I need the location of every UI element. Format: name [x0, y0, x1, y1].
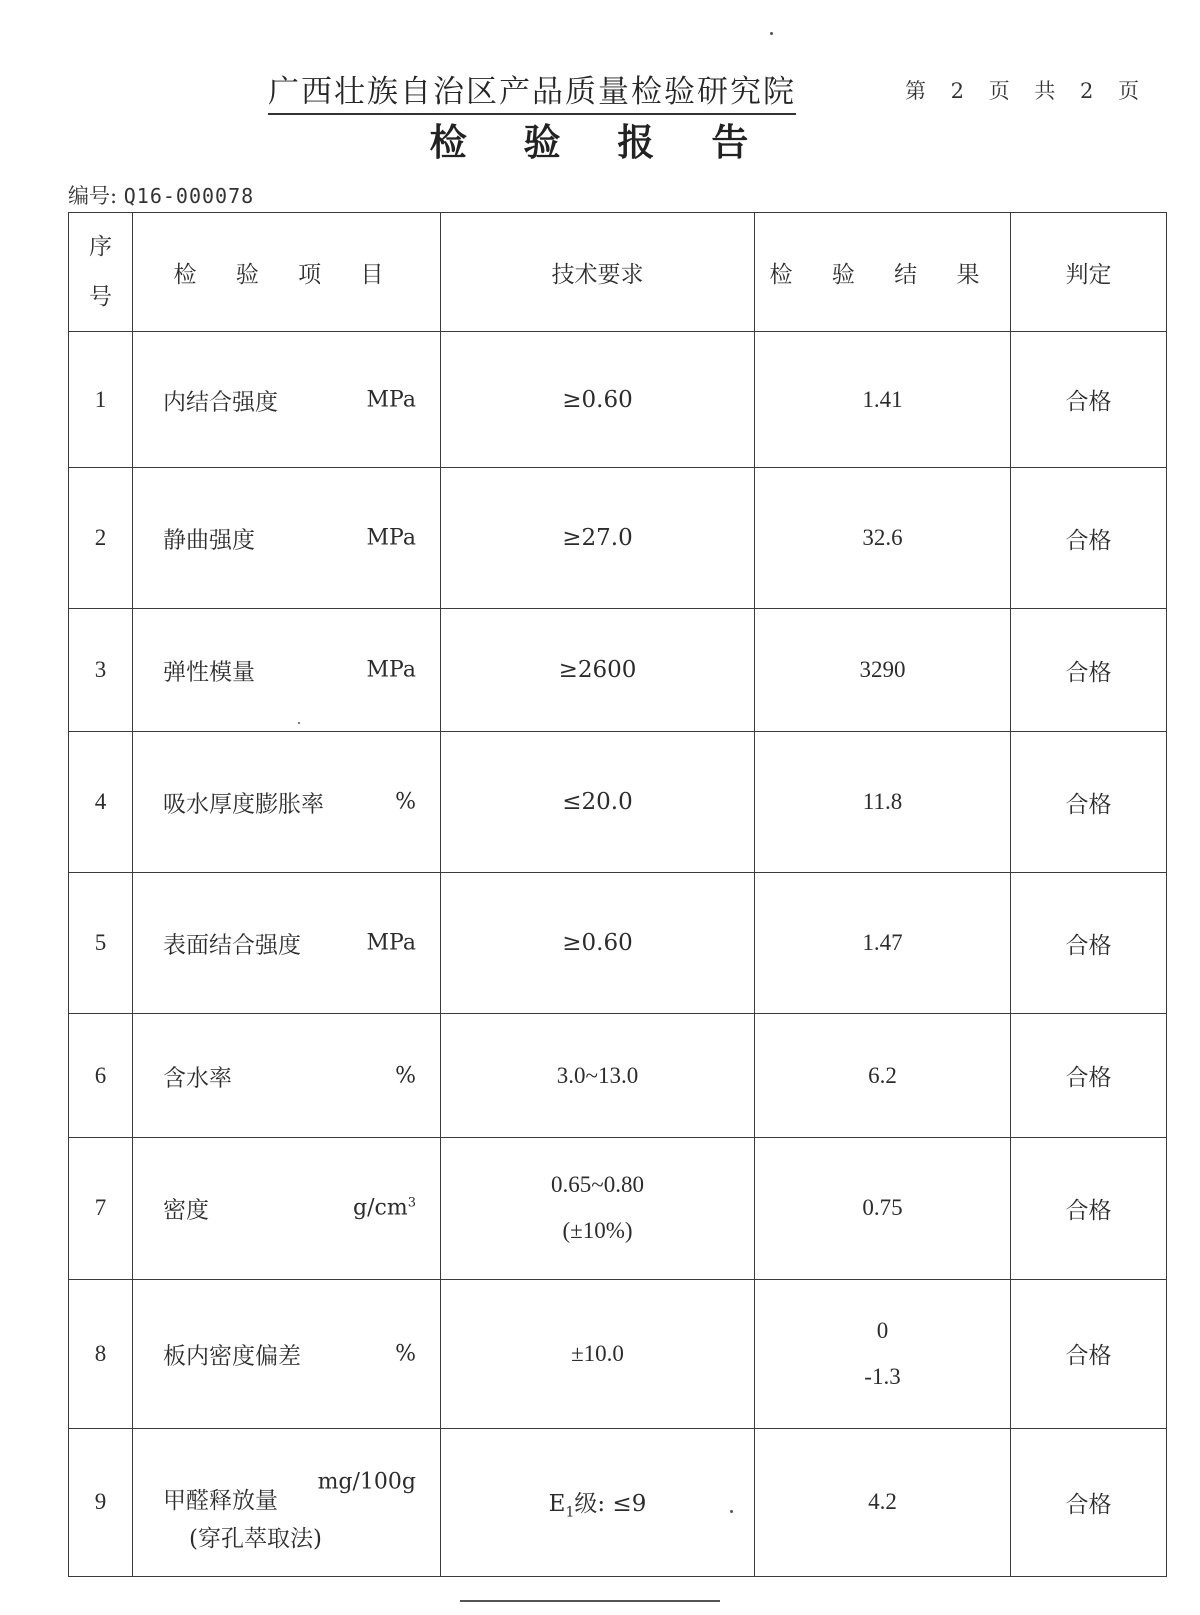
- verdict: 合格: [1011, 468, 1167, 609]
- result-line-2: -1.3: [864, 1363, 901, 1389]
- col-header-verdict: 判定: [1011, 213, 1167, 332]
- report-title: 检 验 报 告: [429, 121, 771, 164]
- requirement: ≥0.60: [441, 332, 755, 468]
- page-info: 第 2 页 共 2 页: [905, 79, 1149, 103]
- table-row: [69, 1137, 1167, 1279]
- result: 4.2: [755, 1428, 1011, 1576]
- table-row: [69, 732, 1167, 873]
- result-line-1: 0: [876, 1317, 889, 1343]
- institution-name: 广西壮族自治区产品质量检验研究院: [268, 66, 796, 115]
- item-cell: [133, 732, 441, 873]
- requirement: 3.0~13.0: [441, 1014, 755, 1137]
- result: 11.8: [755, 732, 1011, 873]
- requirement: ≤20.0: [441, 732, 755, 873]
- table-row: [69, 1014, 1167, 1137]
- unit-superscript: 3: [407, 1195, 416, 1211]
- item-name: 弹性模量: [163, 659, 255, 686]
- row-number: 7: [69, 1137, 133, 1279]
- table-row: [69, 609, 1167, 732]
- item-name: 表面结合强度: [163, 932, 301, 959]
- requirement: ±10.0: [441, 1279, 755, 1428]
- table-header-row: [69, 213, 1167, 332]
- result: [755, 1279, 1011, 1428]
- row-number: 1: [69, 332, 133, 468]
- result: 6.2: [755, 1014, 1011, 1137]
- item-name: 吸水厚度膨胀率: [163, 791, 324, 818]
- item-cell: [133, 1279, 441, 1428]
- verdict: 合格: [1011, 1014, 1167, 1137]
- item-cell: [133, 468, 441, 609]
- col-header-item: 检 验 项 目: [133, 213, 441, 332]
- verdict: 合格: [1011, 1428, 1167, 1576]
- verdict: 合格: [1011, 609, 1167, 732]
- verdict: 合格: [1011, 1279, 1167, 1428]
- item-name: 甲醛释放量: [163, 1488, 278, 1515]
- item-cell: [133, 1137, 441, 1279]
- requirement-prefix: E: [548, 1490, 566, 1517]
- serial-label: 编号:: [68, 184, 118, 208]
- row-number: 2: [69, 468, 133, 609]
- requirement: ≥2600: [441, 609, 755, 732]
- row-number: 8: [69, 1279, 133, 1428]
- item-name: 静曲强度: [163, 527, 255, 554]
- item-unit: $g/cm^3$: [353, 1195, 416, 1221]
- row-number: 5: [69, 873, 133, 1014]
- serial-number: [68, 180, 254, 210]
- requirement-line-2: (±10%): [562, 1218, 633, 1244]
- row-number: 4: [69, 732, 133, 873]
- col-header-requirement: 技术要求: [441, 213, 755, 332]
- result: 32.6: [755, 468, 1011, 609]
- result: 1.41: [755, 332, 1011, 468]
- item-unit: mg/100g: [317, 1469, 416, 1495]
- item-name: 板内密度偏差: [163, 1343, 301, 1370]
- col-header-result: 检 验 结 果: [755, 213, 1011, 332]
- item-unit: MPa: [366, 930, 416, 956]
- requirement: [441, 1428, 755, 1576]
- row-number: 9: [69, 1428, 133, 1576]
- item-cell: [133, 1428, 441, 1576]
- scan-speck: [730, 1510, 733, 1513]
- table-row: [69, 332, 1167, 468]
- item-name: 内结合强度: [163, 389, 278, 416]
- item-name-line-2: (穿孔萃取法): [189, 1526, 322, 1553]
- item-unit: MPa: [366, 387, 416, 413]
- table-row: [69, 873, 1167, 1014]
- item-name: 密度: [163, 1197, 209, 1224]
- item-cell: [133, 332, 441, 468]
- scan-speck: [770, 32, 773, 35]
- verdict: 合格: [1011, 873, 1167, 1014]
- item-unit: MPa: [366, 657, 416, 683]
- bottom-rule: [460, 1600, 720, 1602]
- table-row: [69, 1428, 1167, 1576]
- item-unit: %: [395, 1341, 416, 1367]
- result: 0.75: [755, 1137, 1011, 1279]
- inspection-table: [68, 212, 1167, 1577]
- verdict: 合格: [1011, 732, 1167, 873]
- requirement: [441, 1137, 755, 1279]
- item-unit: %: [395, 789, 416, 815]
- item-unit: %: [395, 1063, 416, 1089]
- item-name: 含水率: [163, 1065, 232, 1092]
- item-cell: [133, 609, 441, 732]
- row-number: 6: [69, 1014, 133, 1137]
- requirement: ≥0.60: [441, 873, 755, 1014]
- scan-speck: [298, 722, 300, 724]
- item-cell: [133, 1014, 441, 1137]
- verdict: 合格: [1011, 332, 1167, 468]
- serial-value: Q16-000078: [123, 184, 255, 208]
- result: 1.47: [755, 873, 1011, 1014]
- requirement-subscript: 1: [565, 1504, 575, 1521]
- col-header-no: 序号: [69, 213, 133, 332]
- item-unit: MPa: [366, 525, 416, 551]
- item-cell: [133, 873, 441, 1014]
- requirement-value: 级: ≤9: [574, 1490, 647, 1517]
- table-row: [69, 1279, 1167, 1428]
- table-row: [69, 468, 1167, 609]
- requirement-line-1: 0.65~0.80: [551, 1172, 644, 1198]
- verdict: 合格: [1011, 1137, 1167, 1279]
- row-number: 3: [69, 609, 133, 732]
- result: 3290: [755, 609, 1011, 732]
- requirement: ≥27.0: [441, 468, 755, 609]
